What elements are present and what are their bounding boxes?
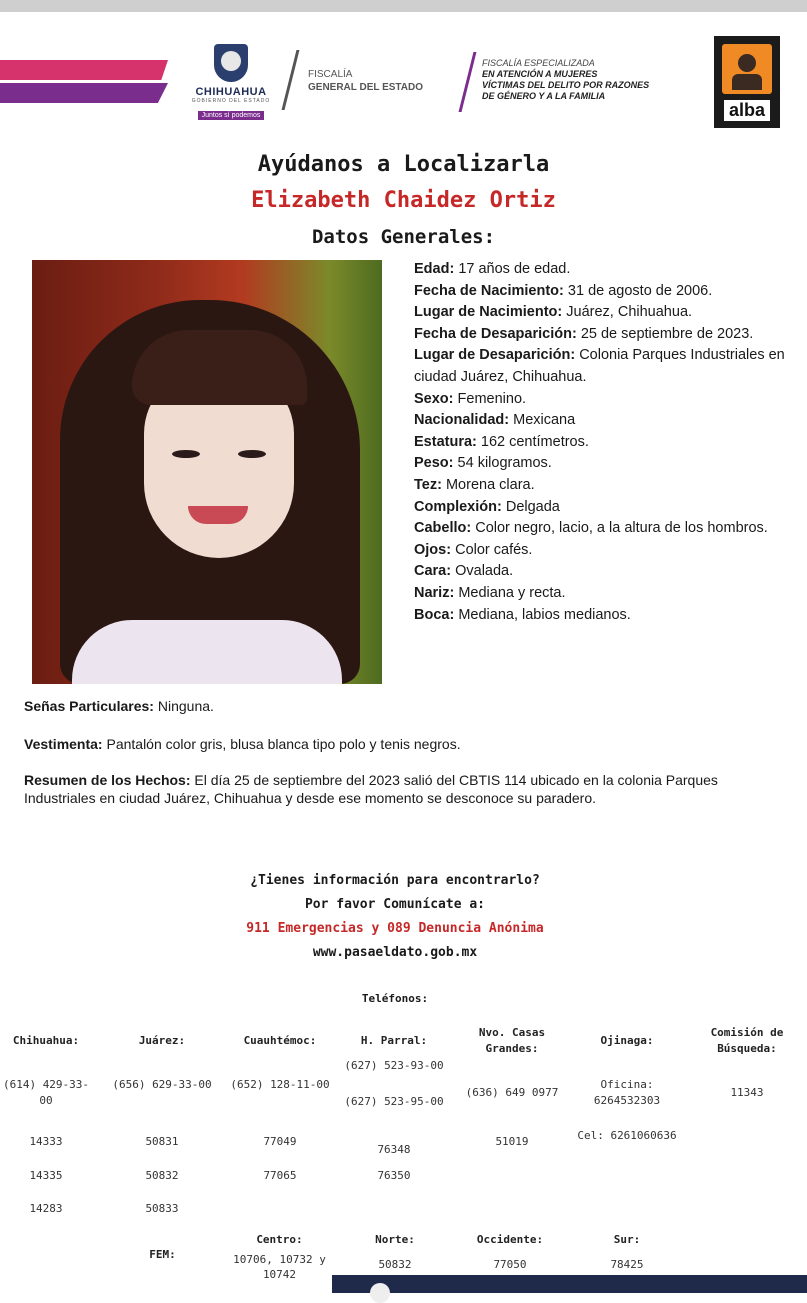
- phone-number: 50833: [145, 1202, 179, 1215]
- person-name: Elizabeth Chaidez Ortiz: [251, 188, 556, 213]
- detail-item: Fecha de Desaparición: 25 de septiembre de 2023.: [414, 325, 754, 342]
- pink-stripe: [0, 60, 168, 80]
- fem-sur: Sur: 78425: [610, 1233, 644, 1271]
- shield-icon: [214, 44, 248, 82]
- phone-number: 14283: [29, 1202, 63, 1215]
- phone-column-header: H. Parral:: [360, 1034, 428, 1047]
- footer-bar: [332, 1275, 807, 1293]
- detail-item: Boca: Mediana, labios medianos.: [414, 606, 631, 623]
- especializada-line4: DE GÉNERO Y A LA FAMILIA: [482, 91, 606, 101]
- fem-norte: Norte: 50832: [375, 1233, 415, 1271]
- divider: [459, 52, 477, 112]
- chihuahua-label: CHIHUAHUA: [195, 86, 267, 98]
- fiscalia-logo: [308, 68, 423, 94]
- detail-item: Nariz: Mediana y recta.: [414, 584, 566, 601]
- vestimenta: Vestimenta: Pantalón color gris, blusa blanca tipo polo y tenis negros.: [24, 736, 461, 752]
- especializada-line1: FISCALÍA ESPECIALIZADA: [482, 58, 595, 68]
- cta-question: ¿Tienes información para encontrarlo?: [250, 873, 540, 888]
- phone-number: 11343: [730, 1086, 764, 1099]
- especializada-line3: VÍCTIMAS DEL DELITO POR RAZONES: [482, 80, 650, 90]
- detail-item: Peso: 54 kilogramos.: [414, 455, 552, 472]
- phone-number: (636) 649 0977: [465, 1086, 559, 1099]
- phone-column-header: Comisión de Búsqueda:: [710, 1026, 784, 1055]
- fiscalia-line2: GENERAL DEL ESTADO: [308, 82, 424, 93]
- detail-item: Lugar de Nacimiento: Juárez, Chihuahua.: [414, 304, 693, 321]
- phone-number: 14333: [29, 1135, 63, 1148]
- detail-item: Edad: 17 años de edad.: [414, 261, 571, 277]
- phone-number: (652) 128-11-00: [230, 1078, 330, 1091]
- fem-label: FEM:: [149, 1248, 176, 1261]
- phone-number: (627) 523-95-00: [344, 1095, 444, 1108]
- phone-number: 50831: [145, 1135, 179, 1148]
- detail-item: Tez: Morena clara.: [414, 476, 535, 493]
- fiscalia-line1: FISCALÍA: [308, 69, 353, 80]
- phone-number: 51019: [495, 1135, 529, 1148]
- detail-item: Ojos: Color cafés.: [414, 541, 533, 558]
- phone-number: 77049: [263, 1135, 297, 1148]
- fem-centro: Centro: 10706, 10732 y 10742: [233, 1233, 326, 1281]
- phone-number: 50832: [145, 1169, 179, 1182]
- top-bar: [0, 0, 807, 12]
- phone-number: (656) 629-33-00: [112, 1078, 212, 1091]
- phone-number: Oficina: 6264532303: [593, 1078, 661, 1107]
- alba-logo: [714, 36, 780, 128]
- phone-column-header: Nvo. Casas Grandes:: [478, 1026, 546, 1055]
- page-title: Ayúdanos a Localizarla: [257, 152, 550, 177]
- alba-figures-icon: [722, 44, 772, 94]
- section-heading: Datos Generales:: [311, 226, 496, 248]
- detail-item: Cabello: Color negro, lacio, a la altura de los hombros.: [414, 520, 768, 537]
- senas-particulares: Señas Particulares: Ninguna.: [24, 698, 214, 714]
- detail-item: Estatura: 162 centímetros.: [414, 433, 589, 450]
- phone-number: 77065: [263, 1169, 297, 1182]
- detail-item: Sexo: Femenino.: [414, 390, 527, 407]
- cta-emergency: 911 Emergencias y 089 Denuncia Anónima: [246, 921, 544, 936]
- phone-column-header: Chihuahua:: [12, 1034, 80, 1047]
- website-link[interactable]: www.pasaeldato.gob.mx: [312, 945, 478, 960]
- phone-number: 76350: [377, 1169, 411, 1182]
- chihuahua-logo: [190, 44, 272, 124]
- divider: [282, 50, 300, 110]
- detail-item: Cara: Ovalada.: [414, 563, 514, 580]
- detail-item: Lugar de Desaparición: Colonia Parques Industriales en ciudad Juárez, Chihuahua.: [414, 347, 785, 385]
- phone-number: Cel: 6261060636: [577, 1129, 677, 1142]
- fem-occidente: Occidente: 77050: [476, 1233, 544, 1271]
- resumen-hechos: Resumen de los Hechos: El día 25 de septiembre del 2023 salió del CBTIS 114 ubicado en la colonia Parques Industriales en ciudad Juárez, Chihuahua y desde ese momento se desconoce su paradero.: [24, 772, 718, 806]
- cta-please: Por favor Comunícate a:: [304, 897, 485, 912]
- alba-label: alba: [724, 100, 770, 121]
- details-list: [414, 259, 786, 626]
- phone-column-header: Ojinaga:: [600, 1034, 654, 1047]
- chihuahua-tag: Juntos sí podemos: [198, 111, 265, 120]
- person-photo: [32, 260, 382, 684]
- phone-column-header: Cuauhtémoc:: [243, 1034, 317, 1047]
- phone-column-header: Juárez:: [138, 1034, 186, 1047]
- phone-number: (627) 523-93-00: [344, 1059, 444, 1072]
- especializada-line2: EN ATENCIÓN A MUJERES: [482, 69, 598, 79]
- fem-col: [125, 1248, 200, 1261]
- purple-stripe: [0, 83, 168, 103]
- phone-number: 14335: [29, 1169, 63, 1182]
- detail-item: Complexión: Delgada: [414, 498, 560, 515]
- detail-item: Nacionalidad: Mexicana: [414, 412, 576, 429]
- especializada-logo: [482, 58, 682, 102]
- chihuahua-sub: GOBIERNO DEL ESTADO: [191, 98, 271, 104]
- phone-number: (614) 429-33-00: [2, 1078, 90, 1107]
- phone-number: 76348: [377, 1143, 411, 1156]
- phones-title: Teléfonos:: [361, 992, 429, 1005]
- detail-item: Fecha de Nacimiento: 31 de agosto de 2006.: [414, 282, 713, 299]
